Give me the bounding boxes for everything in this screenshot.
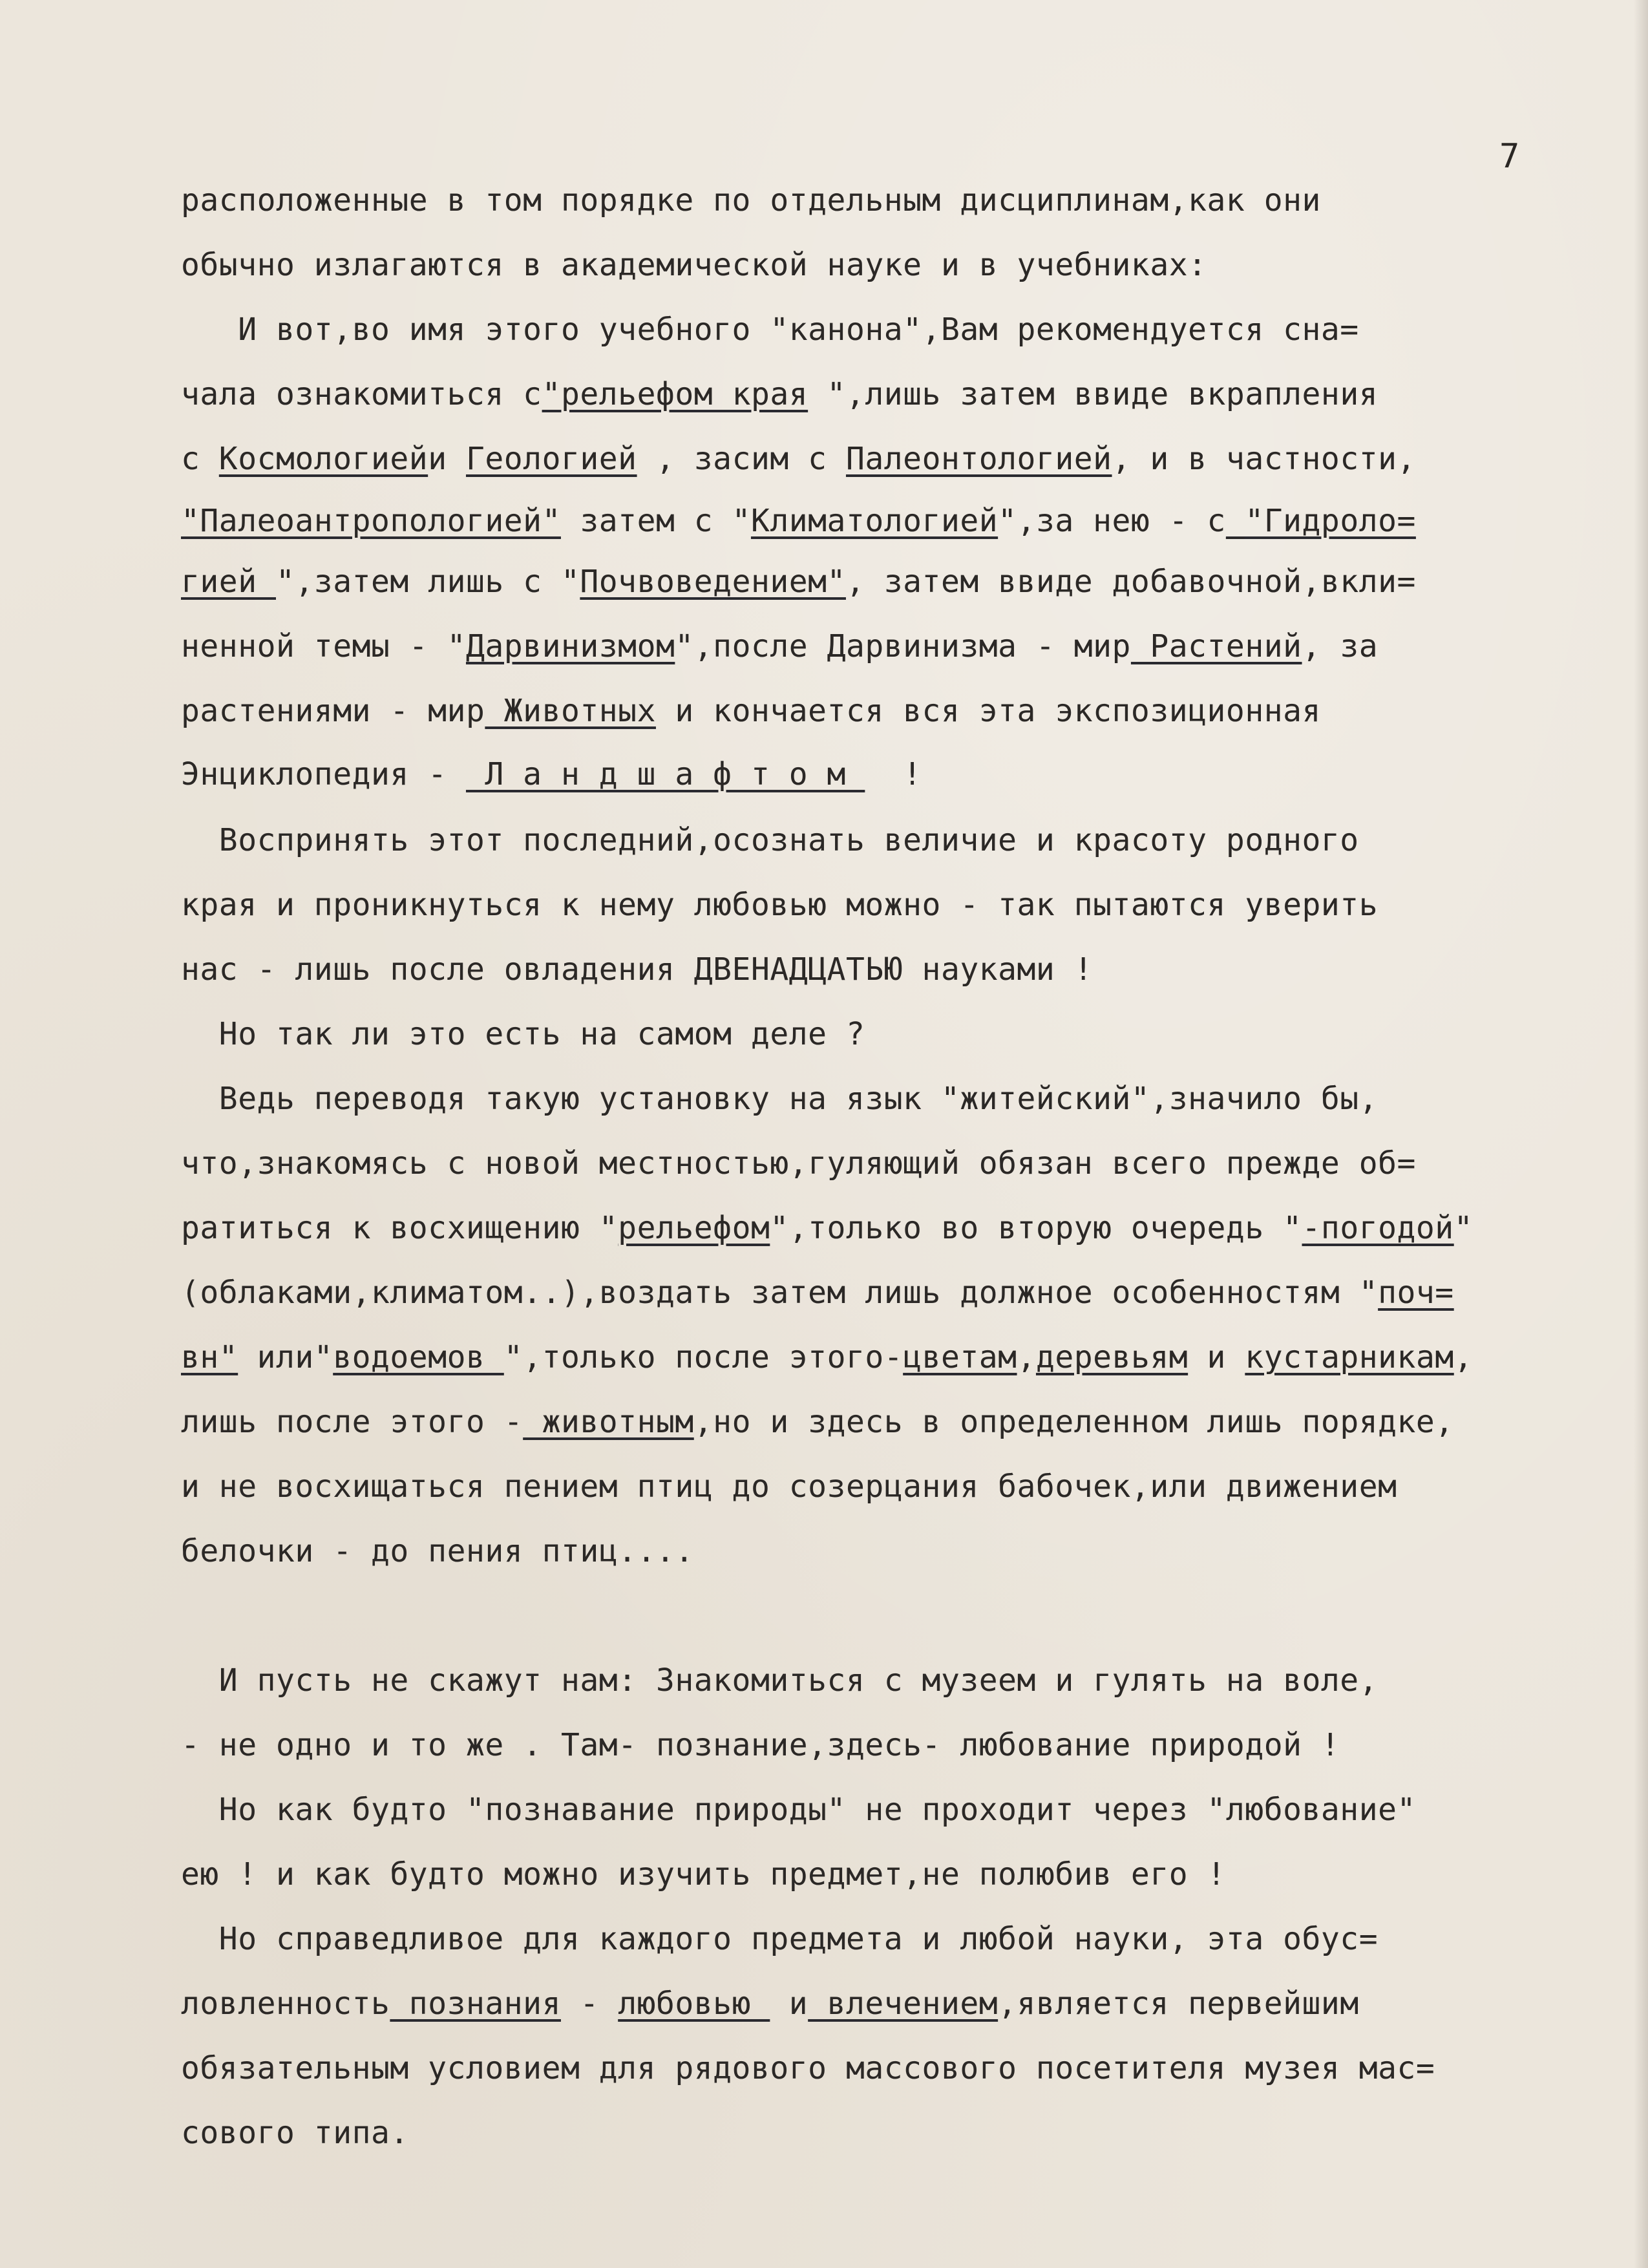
text-segment: и bbox=[428, 441, 466, 477]
text-line bbox=[181, 1144, 1416, 1183]
text-line bbox=[181, 755, 922, 794]
underlined-term: вн" bbox=[181, 1339, 238, 1375]
text-line bbox=[181, 1790, 1416, 1829]
underlined-term: Климатологией bbox=[750, 503, 998, 539]
text-line bbox=[181, 1661, 1378, 1700]
underlined-term: -погодой bbox=[1302, 1210, 1454, 1246]
text-segment: , bbox=[1017, 1339, 1036, 1375]
text-line bbox=[181, 1273, 1454, 1312]
text-segment: и bbox=[770, 1986, 808, 2022]
text-segment: ловленность bbox=[181, 1986, 390, 2022]
underlined-term: Животных bbox=[485, 693, 656, 729]
text-segment: ",после Дарвинизма - мир bbox=[675, 628, 1131, 664]
underlined-term: Почвоведением" bbox=[580, 564, 846, 600]
underlined-term: _"Гидроло= bbox=[1225, 503, 1416, 539]
text-line bbox=[181, 1920, 1378, 1958]
text-segment: растениями - мир bbox=[181, 693, 485, 729]
text-segment: затем с " bbox=[560, 503, 751, 539]
underlined-term: кустарникам bbox=[1245, 1339, 1454, 1375]
text-line bbox=[181, 181, 1321, 220]
text-segment: ",за нею - с bbox=[998, 503, 1226, 539]
text-segment: ,является первейшим bbox=[998, 1986, 1359, 2022]
text-line bbox=[181, 1338, 1473, 1377]
text-segment: и не восхищаться пением птиц до созерцания бабочек,или движением bbox=[181, 1468, 1397, 1505]
underlined-term: рельефом bbox=[618, 1210, 770, 1246]
text-segment: ратиться к восхищению " bbox=[181, 1210, 618, 1246]
text-line bbox=[181, 627, 1378, 666]
text-segment: , bbox=[1453, 1339, 1474, 1375]
underlined-term: Палеонтологией bbox=[845, 441, 1112, 477]
underlined-term: Растений bbox=[1130, 628, 1302, 664]
underlined-term: любовью bbox=[618, 1986, 770, 2022]
text-segment: Но справедливое для каждого предмета и любой науки, эта обус= bbox=[181, 1921, 1379, 1957]
text-segment: сового типа. bbox=[181, 2115, 409, 2151]
text-segment: ею ! и как будто можно изучить предмет,не полюбив его ! bbox=[181, 1856, 1226, 1892]
text-segment: ",только после этого- bbox=[503, 1339, 903, 1375]
text-line bbox=[181, 950, 1093, 989]
text-segment: ",только во вторую очередь " bbox=[770, 1210, 1302, 1246]
text-segment: , засим с bbox=[637, 441, 846, 477]
text-line bbox=[181, 2049, 1435, 2088]
underlined-term: поч= bbox=[1378, 1275, 1454, 1311]
text-segment: " bbox=[1453, 1210, 1474, 1246]
text-segment: что,знакомясь с новой местностью,гуляющий обязан всего прежде об= bbox=[181, 1145, 1416, 1182]
text-line bbox=[181, 885, 1378, 924]
text-line bbox=[181, 1209, 1473, 1247]
underlined-term: животным bbox=[523, 1404, 694, 1440]
text-line bbox=[181, 1015, 865, 1054]
text-segment: ",затем лишь с " bbox=[276, 564, 580, 600]
text-segment: Но так ли это есть на самом деле ? bbox=[181, 1016, 865, 1052]
underlined-term: Л а н д ш а ф т о м bbox=[465, 756, 865, 792]
text-line bbox=[181, 562, 1416, 601]
text-line bbox=[181, 1984, 1359, 2023]
text-segment: белочки - до пения птиц.... bbox=[181, 1533, 694, 1569]
text-line bbox=[181, 1726, 1340, 1765]
text-segment: расположенные в том порядке по отдельным дисциплинам,как они bbox=[181, 182, 1321, 218]
text-segment: И вот,во имя этого учебного "канона",Вам рекомендуется сна= bbox=[181, 312, 1359, 348]
text-segment: Ведь переводя такую установку на язык "житейский",значило бы, bbox=[181, 1081, 1379, 1117]
text-line bbox=[181, 246, 1207, 284]
text-line bbox=[181, 2114, 409, 2152]
text-segment: Но как будто "познавание природы" не проходит через "любование" bbox=[181, 1792, 1416, 1828]
text-line bbox=[181, 375, 1378, 414]
text-line bbox=[181, 502, 1416, 540]
text-segment: И пусть не скажут нам: Знакомиться с музеем и гулять на воле, bbox=[181, 1662, 1379, 1699]
text-segment: обычно излагаются в академической науке и в учебниках: bbox=[181, 247, 1207, 283]
text-segment: обязательным условием для рядового массового посетителя музея мас= bbox=[181, 2050, 1435, 2086]
text-segment: или" bbox=[238, 1339, 333, 1375]
page-number: 7 bbox=[1499, 137, 1520, 176]
underlined-term: цветам bbox=[903, 1339, 1017, 1375]
text-segment: и bbox=[1188, 1339, 1245, 1375]
underlined-term: Геологией bbox=[465, 441, 637, 477]
underlined-term: познания bbox=[390, 1986, 561, 2022]
underlined-term: деревьям bbox=[1035, 1339, 1188, 1375]
underlined-term: "рельефом края bbox=[542, 376, 808, 412]
text-segment: ",лишь затем ввиде вкрапления bbox=[808, 376, 1379, 412]
text-segment: , и в частности, bbox=[1112, 441, 1416, 477]
text-segment: Воспринять этот последний,осознать величие и красоту родного bbox=[181, 822, 1359, 858]
text-segment: - не одно и то же . Там- познание,здесь- любование природой ! bbox=[181, 1727, 1340, 1763]
text-segment: лишь после этого - bbox=[181, 1404, 523, 1440]
text-segment: ненной темы - " bbox=[181, 628, 466, 664]
text-segment: края и проникнуться к нему любовью можно - так пытаются уверить bbox=[181, 887, 1379, 923]
text-line bbox=[181, 1079, 1378, 1118]
text-line bbox=[181, 310, 1359, 349]
text-line bbox=[181, 1532, 694, 1571]
text-line bbox=[181, 1467, 1397, 1506]
text-segment: , за bbox=[1302, 628, 1379, 664]
text-line bbox=[181, 1855, 1226, 1894]
text-segment: нас - лишь после овладения ДВЕНАДЦАТЬЮ науками ! bbox=[181, 951, 1093, 988]
text-segment: Энциклопедия - bbox=[181, 756, 466, 792]
text-segment: и кончается вся эта экспозиционная bbox=[655, 693, 1321, 729]
text-segment: ! bbox=[865, 756, 922, 792]
text-segment: - bbox=[560, 1986, 618, 2022]
text-segment: ,но и здесь в определенном лишь порядке, bbox=[693, 1404, 1454, 1440]
text-line bbox=[181, 440, 1416, 478]
underlined-term: гией bbox=[181, 564, 276, 600]
underlined-term: "Палеоантропологией" bbox=[181, 503, 561, 539]
text-line bbox=[181, 692, 1321, 730]
text-segment: чала ознакомиться с bbox=[181, 376, 542, 412]
text-line bbox=[181, 1403, 1454, 1441]
text-segment: , затем ввиде добавочной,вкли= bbox=[845, 564, 1416, 600]
text-segment: (облаками,климатом..),воздать затем лишь должное особенностям " bbox=[181, 1275, 1379, 1311]
underlined-term: влечением bbox=[808, 1986, 998, 2022]
underlined-term: водоемов bbox=[333, 1339, 504, 1375]
underlined-term: Дарвинизмом bbox=[465, 628, 675, 664]
text-line bbox=[181, 821, 1359, 860]
underlined-term: Космологией bbox=[218, 441, 428, 477]
text-segment: с bbox=[181, 441, 219, 477]
